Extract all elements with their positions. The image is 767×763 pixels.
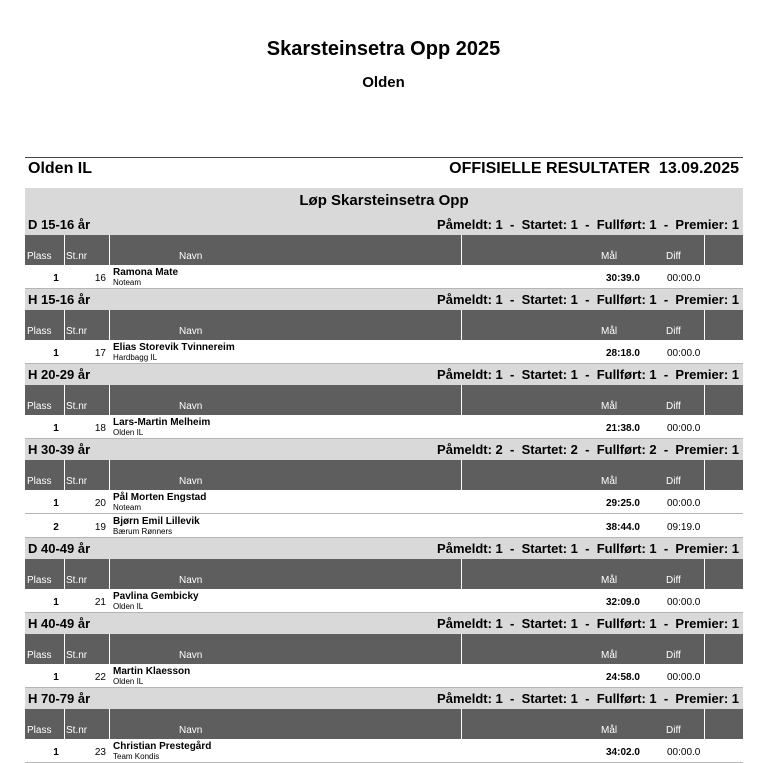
class-name: H 40-49 år: [28, 616, 91, 631]
column-header-row: [25, 559, 743, 589]
result-bib: 20: [94, 498, 106, 509]
result-name: Lars-Martin Melheim: [113, 417, 211, 428]
result-bib: 21: [94, 597, 106, 608]
col-maal: Mål: [601, 476, 618, 487]
column-separator: [64, 235, 65, 265]
result-name: Elias Storevik Tvinnereim: [113, 342, 235, 353]
class-header: [25, 688, 743, 709]
column-separator: [461, 235, 462, 265]
result-row: [25, 739, 743, 763]
class-header: [25, 364, 743, 385]
col-navn: Navn: [179, 575, 203, 586]
column-separator: [109, 709, 110, 739]
col-plass: Plass: [27, 251, 52, 262]
column-separator: [64, 310, 65, 340]
class-stats: Påmeldt: 1 - Startet: 1 - Fullført: 1 - Premier: 1: [437, 691, 739, 706]
column-separator: [704, 559, 705, 589]
result-row: [25, 589, 743, 613]
result-place: 1: [53, 423, 59, 434]
col-navn: Navn: [179, 401, 203, 412]
column-separator: [109, 634, 110, 664]
col-diff: Diff: [666, 326, 681, 337]
column-separator: [461, 460, 462, 490]
col-stnr: St.nr: [66, 650, 88, 661]
column-separator: [64, 709, 65, 739]
class-section: [25, 538, 743, 613]
result-club: Team Kondis: [113, 752, 160, 761]
col-plass: Plass: [27, 725, 52, 736]
result-club: Noteam: [113, 503, 142, 512]
result-time: 28:18.0: [606, 348, 640, 359]
column-separator: [109, 559, 110, 589]
result-name: Pål Morten Engstad: [113, 492, 207, 503]
event-location: Olden: [362, 74, 405, 91]
result-club: Noteam: [113, 278, 142, 287]
col-stnr: St.nr: [66, 725, 88, 736]
class-header: [25, 538, 743, 559]
result-name: Christian Prestegård: [113, 741, 212, 752]
result-diff: 00:00.0: [667, 597, 701, 608]
col-stnr: St.nr: [66, 326, 88, 337]
class-stats: Påmeldt: 1 - Startet: 1 - Fullført: 1 - Premier: 1: [437, 217, 739, 232]
col-navn: Navn: [179, 650, 203, 661]
result-club: Olden IL: [113, 428, 144, 437]
col-navn: Navn: [179, 725, 203, 736]
result-club: Olden IL: [113, 677, 144, 686]
result-place: 1: [53, 597, 59, 608]
class-section: [25, 613, 743, 688]
result-row: [25, 340, 743, 364]
col-stnr: St.nr: [66, 575, 88, 586]
result-diff: 00:00.0: [667, 423, 701, 434]
header-divider: [25, 157, 743, 158]
result-place: 1: [53, 273, 59, 284]
result-club: Hardbagg IL: [113, 353, 158, 362]
column-separator: [461, 385, 462, 415]
col-diff: Diff: [666, 401, 681, 412]
column-separator: [704, 634, 705, 664]
result-place: 1: [53, 672, 59, 683]
class-name: H 70-79 år: [28, 691, 91, 706]
class-name: H 15-16 år: [28, 292, 91, 307]
result-time: 34:02.0: [606, 747, 640, 758]
column-separator: [64, 460, 65, 490]
col-stnr: St.nr: [66, 476, 88, 487]
col-plass: Plass: [27, 326, 52, 337]
class-section: [25, 214, 743, 289]
class-section: [25, 289, 743, 364]
column-separator: [64, 634, 65, 664]
result-diff: 00:00.0: [667, 348, 701, 359]
col-maal: Mål: [601, 575, 618, 586]
class-header: [25, 214, 743, 235]
column-header-row: [25, 235, 743, 265]
column-header-row: [25, 460, 743, 490]
result-place: 1: [53, 498, 59, 509]
result-time: 32:09.0: [606, 597, 640, 608]
class-header: [25, 289, 743, 310]
result-diff: 00:00.0: [667, 498, 701, 509]
result-time: 30:39.0: [606, 273, 640, 284]
result-bib: 16: [94, 273, 106, 284]
col-plass: Plass: [27, 575, 52, 586]
column-header-row: [25, 385, 743, 415]
column-separator: [109, 235, 110, 265]
col-maal: Mål: [601, 251, 618, 262]
column-separator: [704, 460, 705, 490]
class-stats: Påmeldt: 1 - Startet: 1 - Fullført: 1 - Premier: 1: [437, 541, 739, 556]
result-name: Martin Klaesson: [113, 666, 191, 677]
column-separator: [461, 709, 462, 739]
result-place: 2: [53, 522, 59, 533]
col-diff: Diff: [666, 725, 681, 736]
col-diff: Diff: [666, 575, 681, 586]
column-separator: [64, 559, 65, 589]
col-maal: Mål: [601, 326, 618, 337]
result-bib: 19: [94, 522, 106, 533]
column-separator: [109, 460, 110, 490]
col-navn: Navn: [179, 476, 203, 487]
result-name: Pavlina Gembicky: [113, 591, 199, 602]
class-name: H 30-39 år: [28, 442, 91, 457]
class-stats: Påmeldt: 1 - Startet: 1 - Fullført: 1 - Premier: 1: [437, 616, 739, 631]
result-club: Bærum Rønners: [113, 527, 173, 536]
class-section: [25, 688, 743, 763]
class-stats: Påmeldt: 2 - Startet: 2 - Fullført: 2 - Premier: 1: [437, 442, 739, 457]
column-header-row: [25, 709, 743, 739]
class-stats: Påmeldt: 1 - Startet: 1 - Fullført: 1 - Premier: 1: [437, 367, 739, 382]
column-separator: [704, 235, 705, 265]
column-header-row: [25, 310, 743, 340]
result-bib: 23: [94, 747, 106, 758]
race-title: Løp Skarsteinsetra Opp: [25, 188, 743, 214]
class-name: H 20-29 år: [28, 367, 91, 382]
col-diff: Diff: [666, 650, 681, 661]
class-name: D 40-49 år: [28, 541, 91, 556]
result-row: [25, 265, 743, 289]
col-plass: Plass: [27, 476, 52, 487]
result-time: 38:44.0: [606, 522, 640, 533]
organizer-name: Olden IL: [28, 160, 92, 177]
class-stats: Påmeldt: 1 - Startet: 1 - Fullført: 1 - Premier: 1: [437, 292, 739, 307]
col-plass: Plass: [27, 401, 52, 412]
col-stnr: St.nr: [66, 251, 88, 262]
column-separator: [704, 709, 705, 739]
result-bib: 17: [94, 348, 106, 359]
result-diff: 00:00.0: [667, 672, 701, 683]
result-place: 1: [53, 348, 59, 359]
result-bib: 22: [94, 672, 106, 683]
column-separator: [461, 310, 462, 340]
class-name: D 15-16 år: [28, 217, 91, 232]
col-stnr: St.nr: [66, 401, 88, 412]
class-header: [25, 439, 743, 460]
col-diff: Diff: [666, 251, 681, 262]
class-header: [25, 613, 743, 634]
result-bib: 18: [94, 423, 106, 434]
result-place: 1: [53, 747, 59, 758]
column-separator: [461, 634, 462, 664]
result-diff: 09:19.0: [667, 522, 701, 533]
column-separator: [109, 385, 110, 415]
result-row: [25, 514, 743, 538]
col-plass: Plass: [27, 650, 52, 661]
result-name: Ramona Mate: [113, 267, 179, 278]
col-navn: Navn: [179, 326, 203, 337]
col-maal: Mål: [601, 650, 618, 661]
result-row: [25, 415, 743, 439]
column-separator: [704, 310, 705, 340]
column-separator: [64, 385, 65, 415]
class-section: [25, 364, 743, 439]
col-maal: Mål: [601, 401, 618, 412]
result-row: [25, 490, 743, 514]
result-time: 24:58.0: [606, 672, 640, 683]
result-diff: 00:00.0: [667, 747, 701, 758]
results-status: OFFISIELLE RESULTATER 13.09.2025: [449, 160, 739, 177]
result-diff: 00:00.0: [667, 273, 701, 284]
col-maal: Mål: [601, 725, 618, 736]
col-diff: Diff: [666, 476, 681, 487]
result-name: Bjørn Emil Lillevik: [113, 516, 200, 527]
result-club: Olden IL: [113, 602, 144, 611]
class-section: [25, 439, 743, 538]
col-navn: Navn: [179, 251, 203, 262]
column-separator: [704, 385, 705, 415]
results-list: [25, 214, 743, 763]
column-header-row: [25, 634, 743, 664]
column-separator: [461, 559, 462, 589]
event-title: Skarsteinsetra Opp 2025: [266, 38, 501, 60]
result-row: [25, 664, 743, 688]
result-time: 29:25.0: [606, 498, 640, 509]
result-time: 21:38.0: [606, 423, 640, 434]
column-separator: [109, 310, 110, 340]
